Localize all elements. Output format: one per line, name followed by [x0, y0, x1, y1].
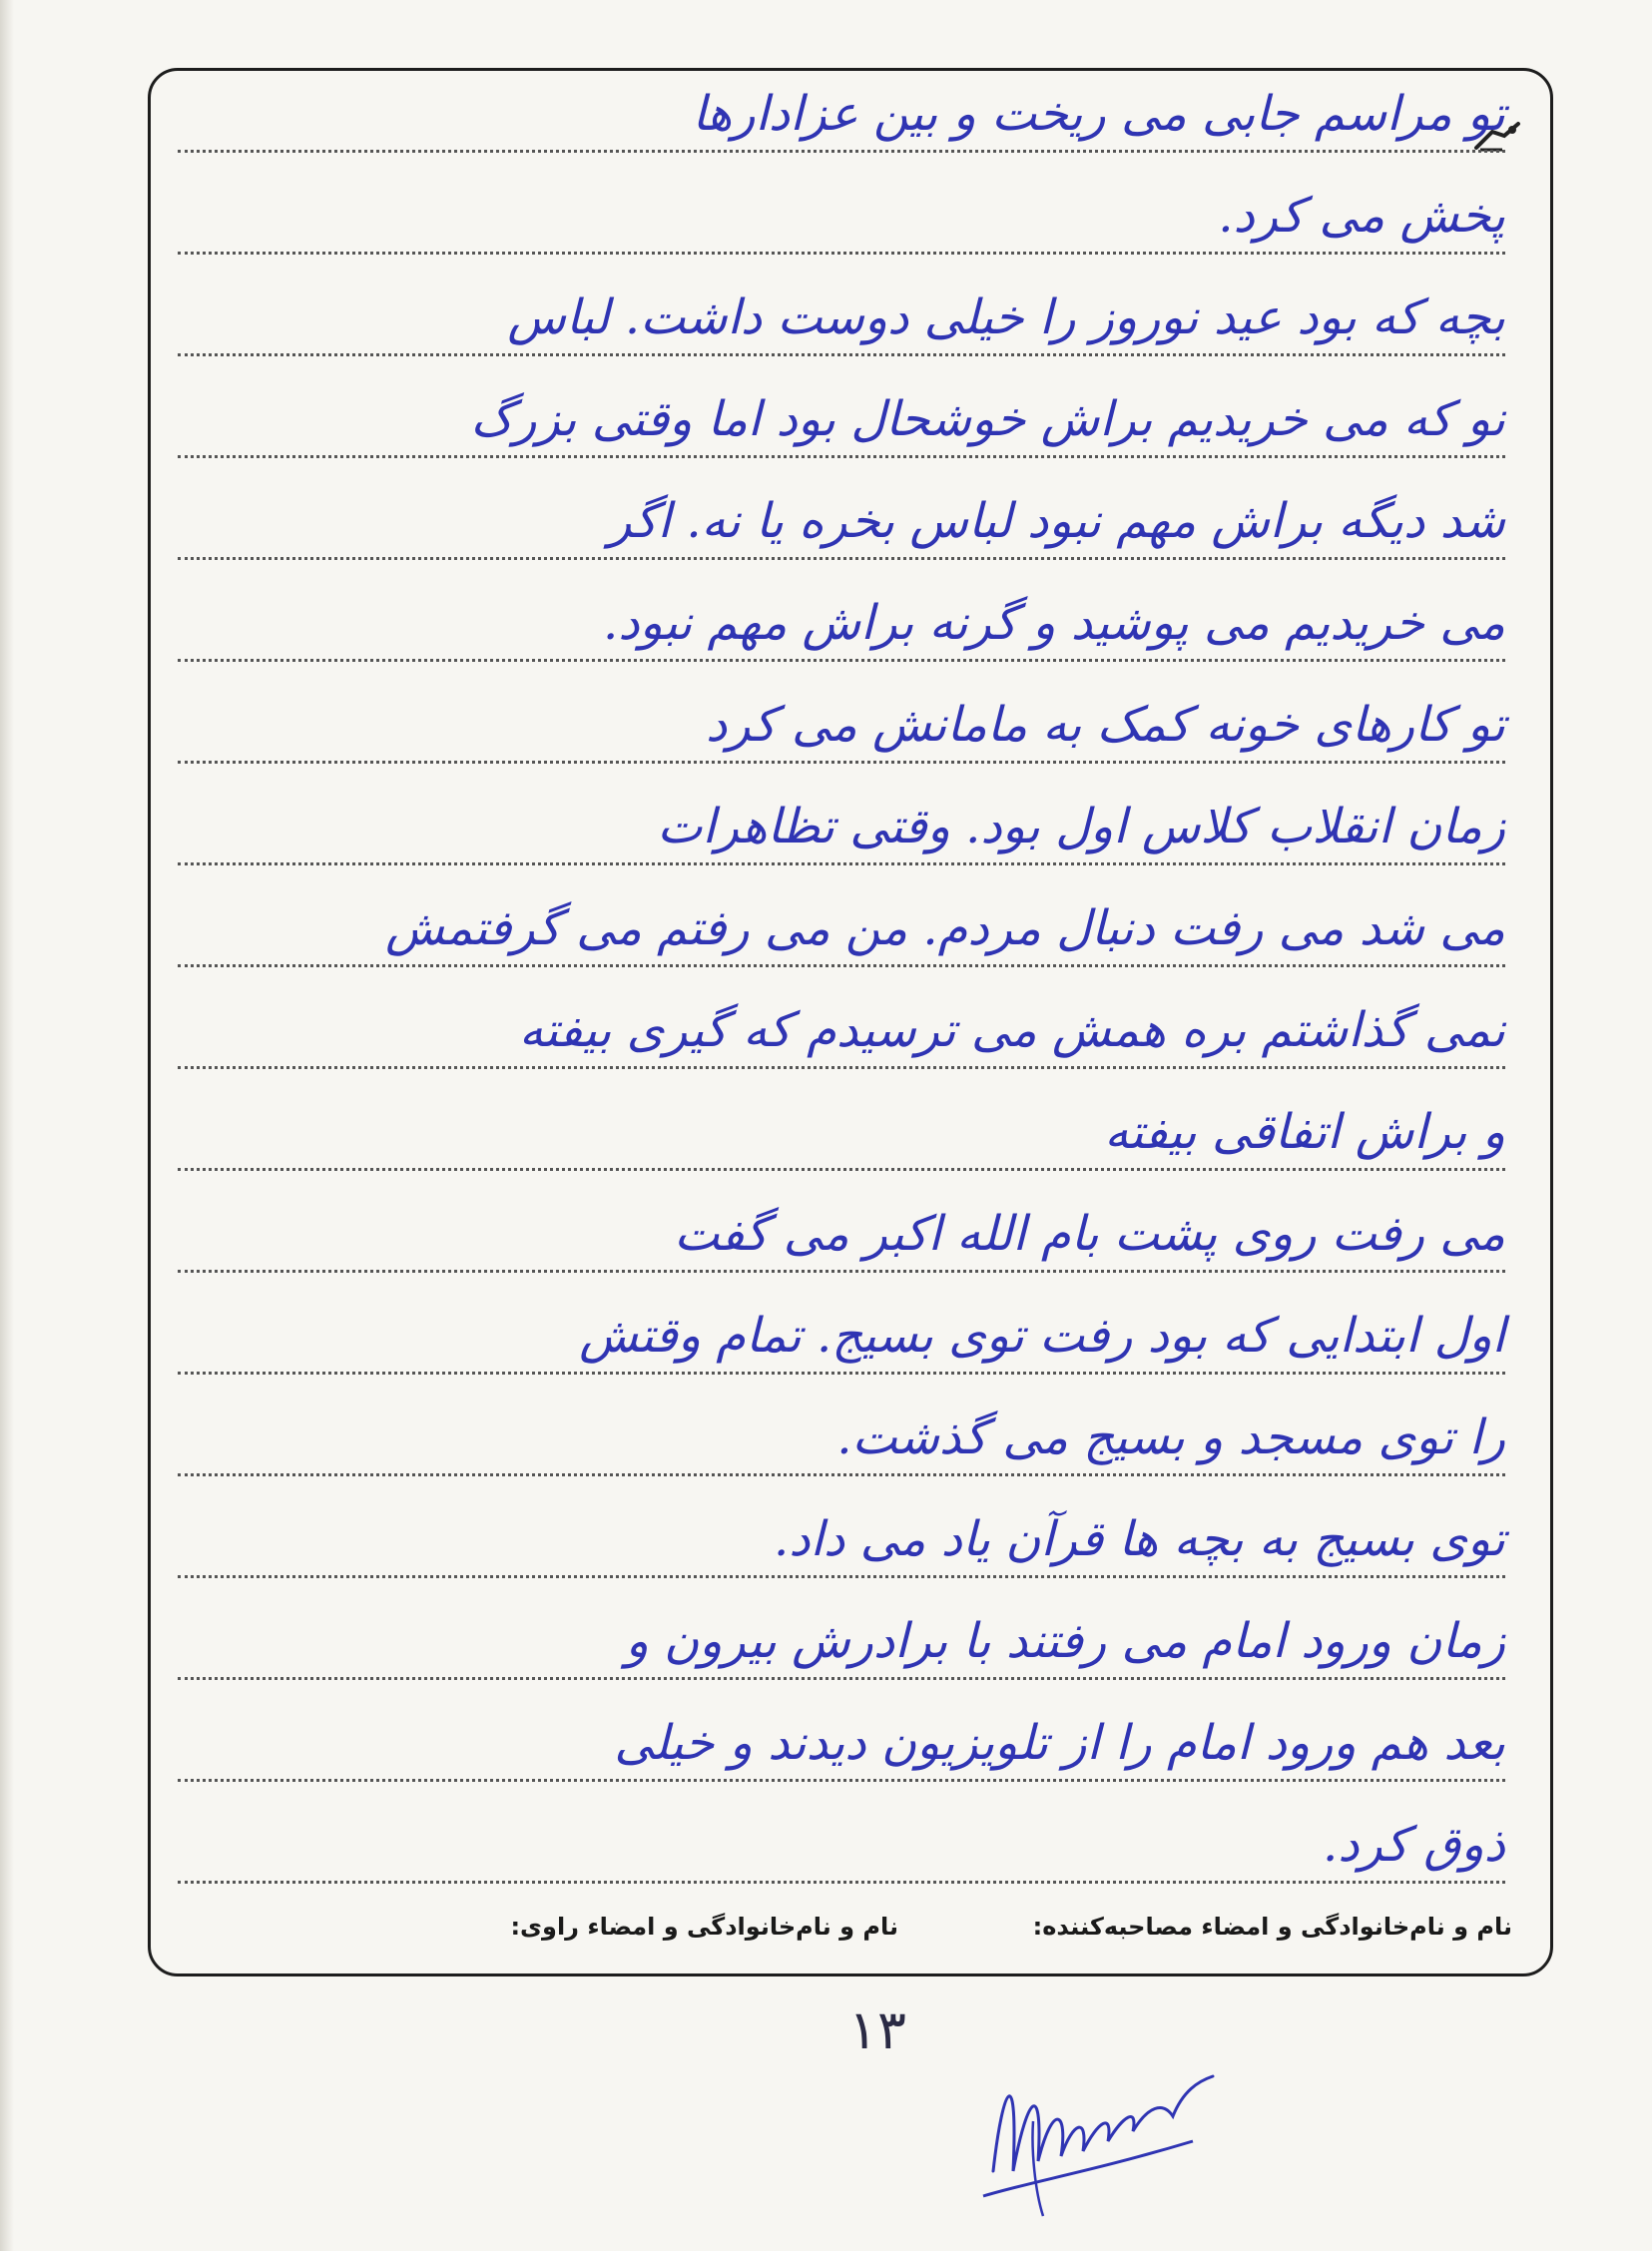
- ruled-line: [178, 771, 1505, 865]
- handwritten-line: زمان ورود امام می رفتند با برادرش بیرون و: [625, 1613, 1505, 1669]
- ruled-line: [178, 1382, 1505, 1476]
- signature-footer: [180, 1905, 1532, 1955]
- ruled-line: [178, 1178, 1505, 1273]
- handwritten-line: اول ابتدایی که بود رفت توی بسیج. تمام وقتش: [579, 1308, 1505, 1364]
- ruled-line: [178, 1280, 1505, 1375]
- ruled-line: [178, 872, 1505, 967]
- narrator-signature-label: نام و نام‌خانوادگی و امضاء راوی:: [510, 1913, 898, 1941]
- ruled-line: [178, 567, 1505, 662]
- ruled-line: [178, 1687, 1505, 1782]
- handwritten-line: بچه که بود عید نوروز را خیلی دوست داشت. لباس: [507, 289, 1505, 345]
- handwritten-line: نو که می خریدیم براش خوشحال بود اما وقتی بزرگ: [470, 391, 1505, 447]
- handwritten-line: زمان انقلاب کلاس اول بود. وقتی تظاهرات: [657, 799, 1505, 854]
- handwritten-line: ذوق کرد.: [1322, 1817, 1505, 1873]
- handwritten-line: می شد می رفت دنبال مردم. من می رفتم می گرفتمش: [385, 900, 1505, 956]
- ruled-line: [178, 669, 1505, 764]
- ruled-line: [178, 160, 1505, 255]
- handwritten-line: می رفت روی پشت بام الله اکبر می گفت: [674, 1206, 1505, 1262]
- handwritten-line: تو مراسم جابی می ریخت و بین عزادارها: [692, 86, 1505, 142]
- ruled-line: [178, 1789, 1505, 1884]
- ruled-line: [178, 58, 1505, 153]
- signature-icon: [973, 2021, 1223, 2221]
- handwritten-line: و براش اتفاقی بیفته: [1104, 1104, 1505, 1160]
- handwritten-line: نمی گذاشتم بره همش می ترسیدم که گیری بیفته: [519, 1002, 1505, 1058]
- page-number: ۱۳: [848, 1998, 907, 2061]
- handwritten-line: تو کارهای خونه کمک به مامانش می کرد: [706, 697, 1505, 753]
- ruled-line: [178, 1076, 1505, 1171]
- handwritten-line: شد دیگه براش مهم نبود لباس بخره یا نه. اگر: [608, 493, 1505, 549]
- handwritten-line: بعد هم ورود امام را از تلویزیون دیدند و خیلی: [614, 1715, 1505, 1771]
- ruled-line: [178, 465, 1505, 560]
- ruled-line: [178, 974, 1505, 1069]
- interviewer-signature-label: نام و نام‌خانوادگی و امضاء مصاحبه‌کننده:: [1032, 1913, 1512, 1941]
- ruled-line: [178, 1483, 1505, 1578]
- ruled-line: [178, 262, 1505, 356]
- handwritten-line: را توی مسجد و بسیج می گذشت.: [836, 1409, 1505, 1465]
- handwritten-line: توی بسیج به بچه ها قرآن یاد می داد.: [774, 1511, 1505, 1567]
- ruled-line: [178, 363, 1505, 458]
- handwritten-line: پخش می کرد.: [1218, 188, 1505, 244]
- handwritten-line: می خریدیم می پوشید و گرنه براش مهم نبود.: [602, 595, 1505, 651]
- ruled-line: [178, 1585, 1505, 1680]
